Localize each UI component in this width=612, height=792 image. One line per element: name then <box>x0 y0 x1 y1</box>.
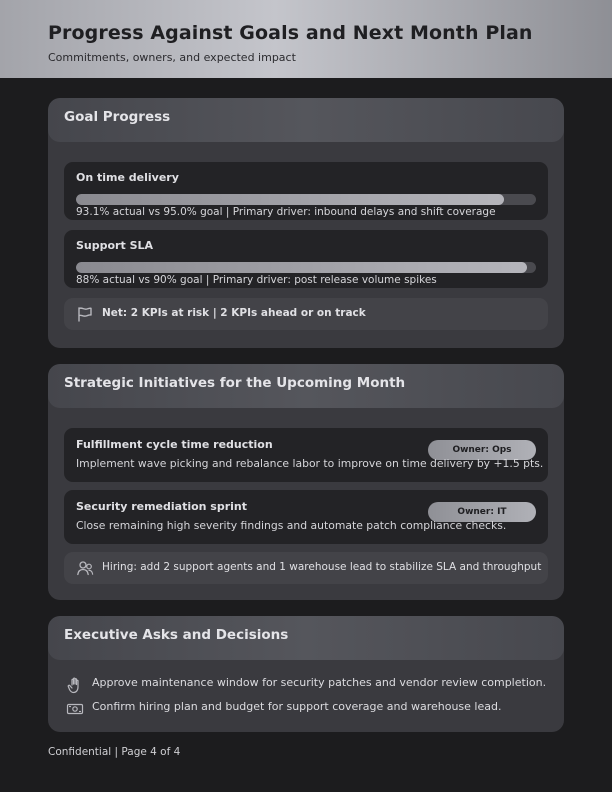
owner-badge: Owner: IT <box>428 502 536 522</box>
ask-text: Confirm hiring plan and budget for support coverage and warehouse lead. <box>92 700 502 713</box>
kpi-progress-track <box>76 262 536 273</box>
initiatives-card <box>48 364 564 600</box>
ask-item <box>64 698 548 720</box>
initiative-name: Security remediation sprint <box>76 500 248 513</box>
kpi-progress-track <box>76 194 536 205</box>
owner-badge: Owner: Ops <box>428 440 536 460</box>
kpi-note: 93.1% actual vs 95.0% goal | Primary driver: inbound delays and shift coverage <box>76 206 496 218</box>
kpi-support-sla <box>64 230 548 288</box>
hand-icon <box>66 676 84 694</box>
kpi-note: 88% actual vs 90% goal | Primary driver: post release volume spikes <box>76 274 437 286</box>
goal-progress-title: Goal Progress <box>64 109 171 125</box>
page-header <box>0 0 612 78</box>
asks-title: Executive Asks and Decisions <box>64 627 289 643</box>
initiative-item <box>64 428 548 482</box>
initiative-description: Close remaining high severity findings and automate patch compliance checks. <box>76 519 507 532</box>
initiative-description: Implement wave picking and rebalance labor to improve on time delivery by +1.5 pts. <box>76 457 544 470</box>
kpi-progress-fill <box>76 194 504 205</box>
initiative-name: Fulfillment cycle time reduction <box>76 438 273 451</box>
page-subtitle: Commitments, owners, and expected impact <box>48 51 296 64</box>
kpi-name: Support SLA <box>76 239 154 252</box>
hiring-note-text: Hiring: add 2 support agents and 1 warehouse lead to stabilize SLA and throughput <box>102 561 542 573</box>
kpi-summary <box>64 298 548 330</box>
goal-progress-header <box>48 98 564 142</box>
asks-header <box>48 616 564 660</box>
flag-icon <box>76 305 94 323</box>
ask-item <box>64 674 548 696</box>
money-icon <box>66 700 84 718</box>
hiring-note <box>64 552 548 584</box>
initiatives-header <box>48 364 564 408</box>
kpi-name: On time delivery <box>76 171 179 184</box>
users-icon <box>76 559 94 577</box>
ask-text: Approve maintenance window for security patches and vendor review completion. <box>92 676 547 689</box>
page-title: Progress Against Goals and Next Month Plan <box>48 22 533 44</box>
goal-progress-card <box>48 98 564 348</box>
kpi-summary-text: Net: 2 KPIs at risk | 2 KPIs ahead or on track <box>102 307 366 319</box>
page-footer: Confidential | Page 4 of 4 <box>48 746 181 758</box>
initiatives-title: Strategic Initiatives for the Upcoming Month <box>64 375 406 391</box>
initiative-item <box>64 490 548 544</box>
kpi-on-time-delivery <box>64 162 548 220</box>
asks-card <box>48 616 564 732</box>
kpi-progress-fill <box>76 262 527 273</box>
